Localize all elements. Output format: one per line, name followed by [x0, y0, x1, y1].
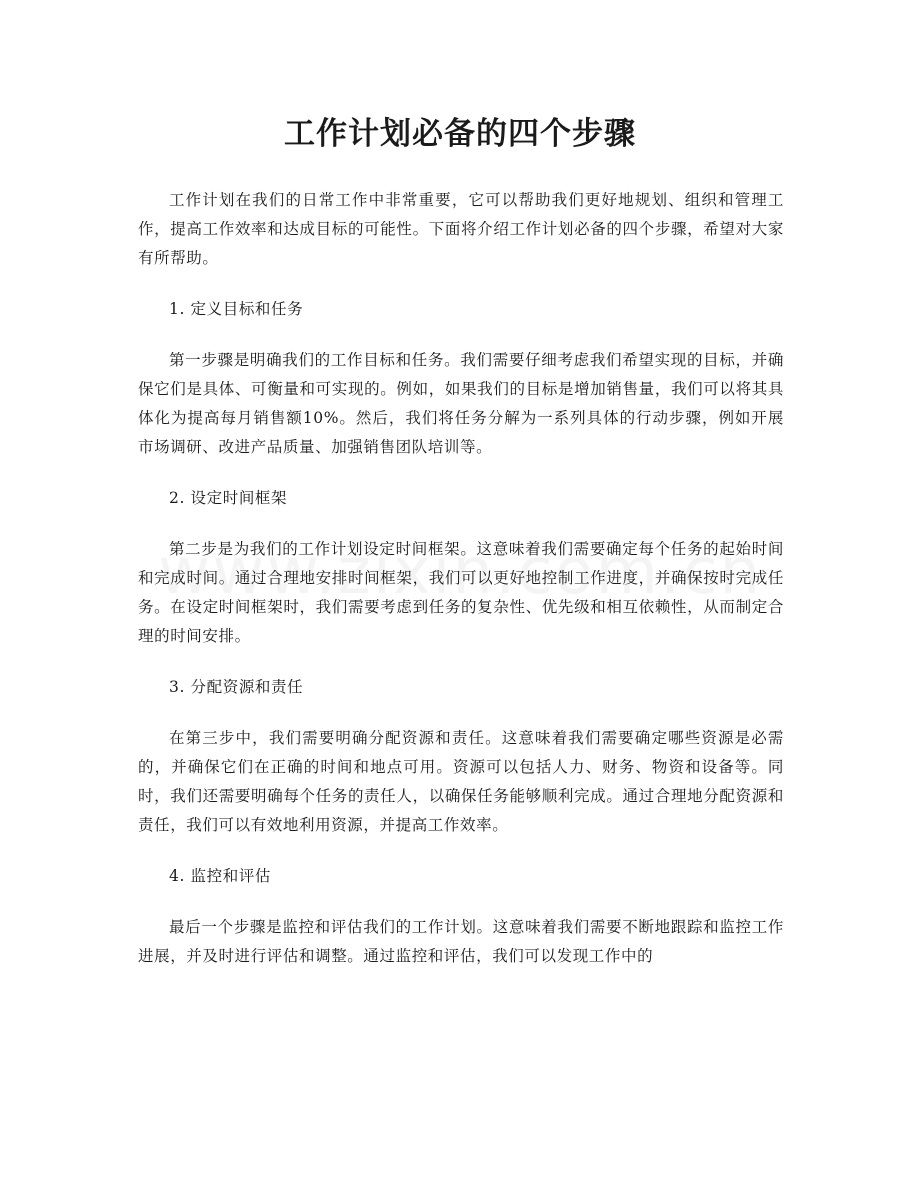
section-heading-1: 1. 定义目标和任务: [169, 300, 304, 318]
section-body-4: 最后一个步骤是监控和评估我们的工作计划。这意味着我们需要不断地跟踪和监控工作进展，并及时进行评估和调整。通过监控和评估，我们可以发现工作中的: [138, 918, 784, 965]
section-body-3: 在第三步中，我们需要明确分配资源和责任。这意味着我们需要确定哪些资源是必需的，并确保它们在正确的时间和地点可用。资源可以包括人力、财务、物资和设备等。同时，我们还需要明确每个任务的责任人，以确保任务能够顺利完成。通过合理地分配资源和责任，我们可以有效地利用资源，并提高工作效率。: [138, 729, 784, 834]
intro-paragraph: 工作计划在我们的日常工作中非常重要，它可以帮助我们更好地规划、组织和管理工作，提高工作效率和达成目标的可能性。下面将介绍工作计划必备的四个步骤，希望对大家有所帮助。: [138, 191, 784, 267]
section-heading-2: 2. 设定时间框架: [169, 489, 288, 507]
section-body-2: 第二步是为我们的工作计划设定时间框架。这意味着我们需要确定每个任务的起始时间和完成时间。通过合理地安排时间框架，我们可以更好地控制工作进度，并确保按时完成任务。在设定时间框架时，我们需要考虑到任务的复杂性、优先级和相互依赖性，从而制定合理的时间安排。: [138, 540, 784, 645]
document-body: [138, 186, 784, 993]
section-body-1: 第一步骤是明确我们的工作目标和任务。我们需要仔细考虑我们希望实现的目标，并确保它们是具体、可衡量和可实现的。例如，如果我们的目标是增加销售量，我们可以将其具体化为提高每月销售额10%。然后，我们将任务分解为一系列具体的行动步骤，例如开展市场调研、改进产品质量、加强销售团队培训等。: [138, 351, 784, 456]
document-title: 工作计划必备的四个步骤: [284, 116, 636, 152]
section-heading-3: 3. 分配资源和责任: [169, 678, 304, 696]
section-heading-4: 4. 监控和评估: [169, 867, 272, 885]
